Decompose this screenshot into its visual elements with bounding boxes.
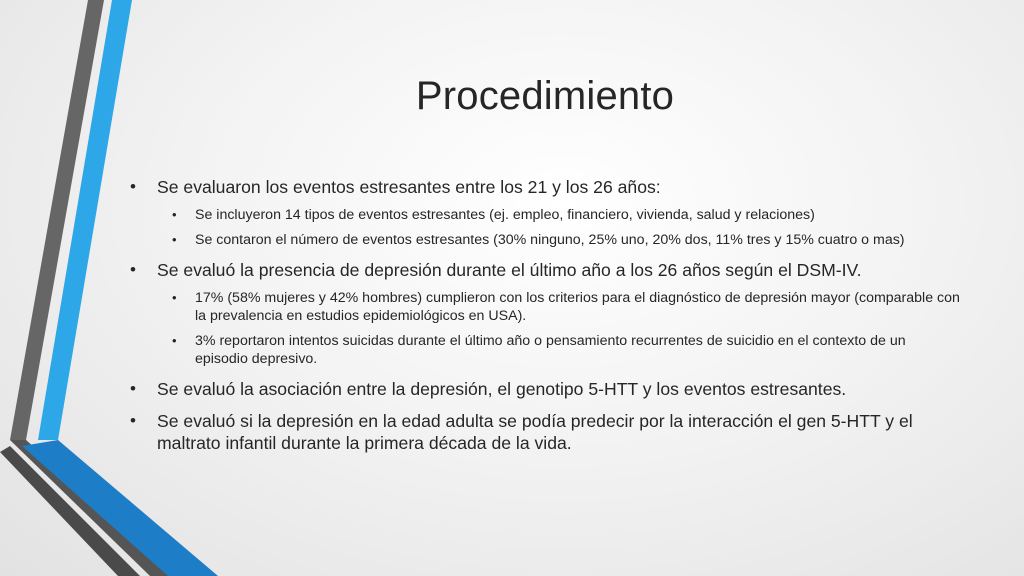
bullet-text: Se evaluó la presencia de depresión durante el último año a los 26 años según el DSM-IV.: [157, 260, 862, 280]
blue-band-lower: [22, 440, 218, 576]
sub-bullet-item: [130, 231, 962, 249]
bullet-icon: •: [130, 411, 136, 430]
bullet-text: Se evaluaron los eventos estresantes entre los 21 y los 26 años:: [157, 177, 661, 197]
sub-bullet-text: 3% reportaron intentos suicidas durante el último año o pensamiento recurrentes de suicidio en el contexto de un episodio depresivo.: [195, 333, 906, 367]
sub-bullet-icon: •: [172, 333, 177, 348]
sub-bullet-text: 17% (58% mujeres y 42% hombres) cumplieron con los criterios para el diagnóstico de depresión mayor (comparable con la prevalencia en estudios epidemiológicos en USA).: [195, 290, 960, 324]
bullet-icon: •: [130, 260, 136, 279]
slide-title: Procedimiento: [415, 74, 675, 118]
bullet-item: [130, 410, 962, 454]
sub-bullet-icon: •: [172, 232, 177, 247]
bullet-item: [130, 378, 962, 400]
bullet-list: [130, 176, 962, 454]
sub-bullet-item: [130, 289, 962, 325]
sub-bullet-text: Se incluyeron 14 tipos de eventos estresantes (ej. empleo, financiero, vivienda, salud y relaciones): [195, 207, 815, 223]
sub-bullet-icon: •: [172, 290, 177, 305]
sub-bullet-item: [130, 206, 962, 224]
sub-bullet-icon: •: [172, 207, 177, 222]
bullet-text: Se evaluó la asociación entre la depresión, el genotipo 5-HTT y los eventos estresantes.: [157, 379, 847, 399]
bullet-item: [130, 176, 962, 198]
bullet-item: [130, 259, 962, 281]
bullet-text: Se evaluó si la depresión en la edad adulta se podía predecir por la interacción el gen 5-HTT y el maltrato infantil durante la primera década de la vida.: [157, 411, 913, 453]
bullet-icon: •: [130, 177, 136, 196]
bullet-icon: •: [130, 379, 136, 398]
sub-bullet-item: [130, 332, 962, 368]
sub-bullet-text: Se contaron el número de eventos estresantes (30% ninguno, 25% uno, 20% dos, 11% tres y 15% cuatro o mas): [195, 232, 905, 248]
